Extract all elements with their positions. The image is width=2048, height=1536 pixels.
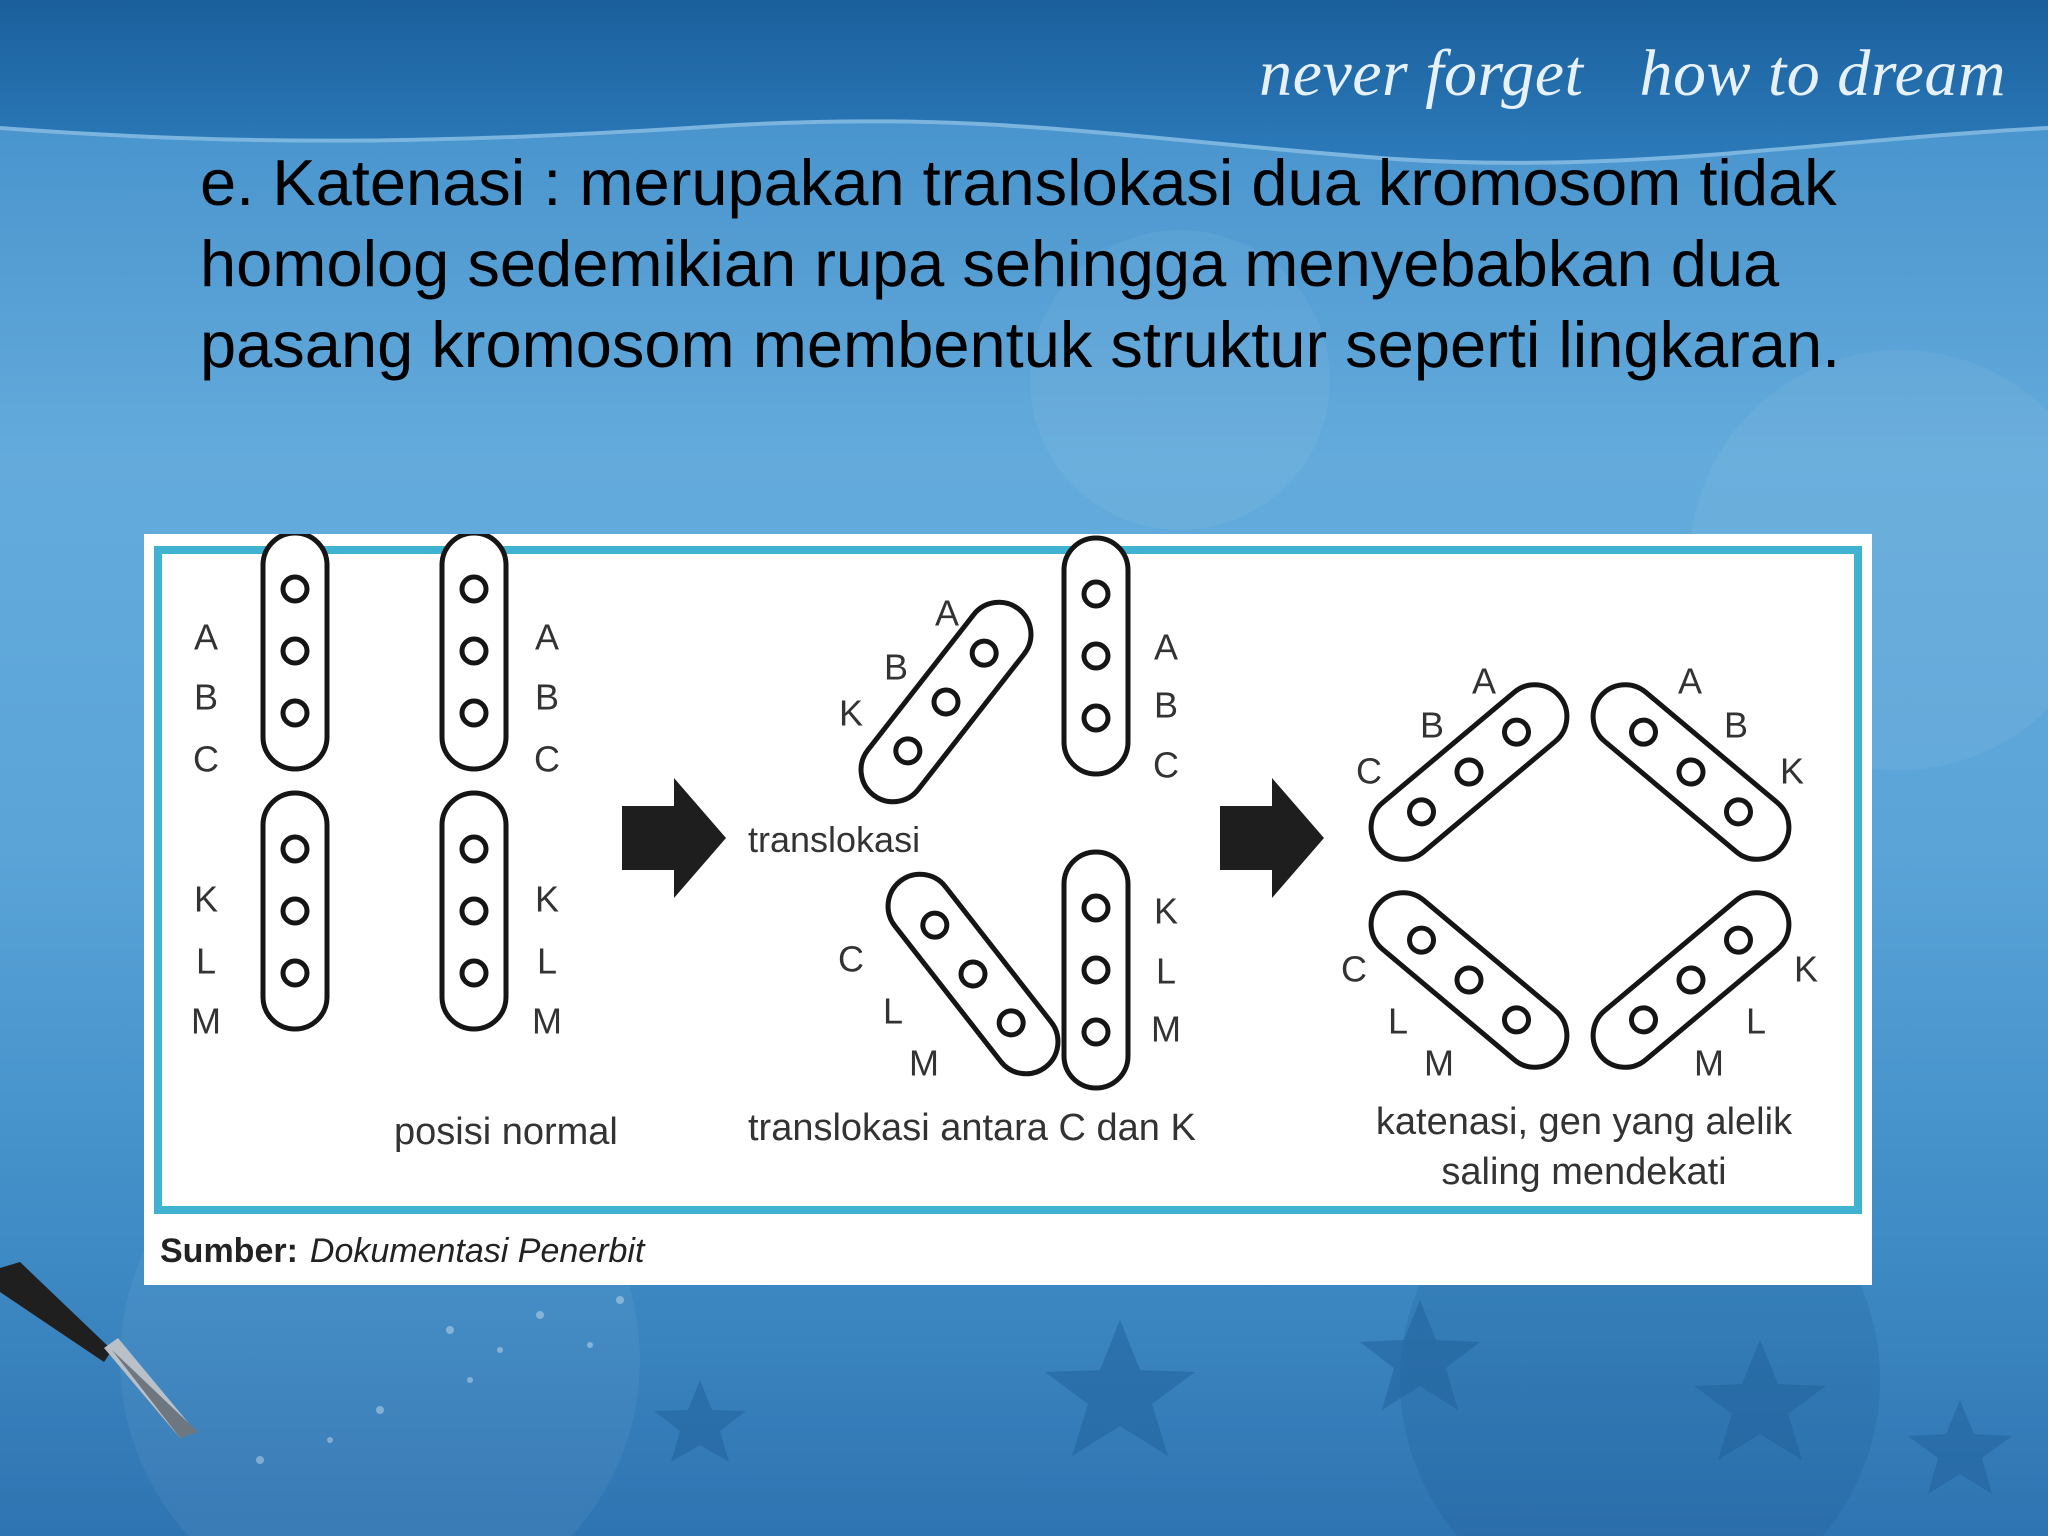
chromosome-n1 [263, 534, 327, 769]
gene-label: B [534, 676, 560, 718]
tagline-part1: never forget [1259, 37, 1584, 110]
gene-label: A [1471, 660, 1497, 702]
catenation-diagram [144, 534, 1872, 1285]
gene-label: A [1677, 660, 1703, 702]
gene-label: L [1387, 1000, 1409, 1042]
gene-label: M [1151, 1008, 1181, 1050]
panel-caption-normal: posisi normal [394, 1111, 618, 1153]
chromosome-c1 [1358, 672, 1580, 873]
gene-label: M [909, 1042, 939, 1084]
arrow-label-translocation: translokasi [748, 819, 921, 860]
gene-label: A [193, 616, 219, 658]
gene-label: L [536, 940, 558, 982]
chromosome-c4 [1580, 880, 1802, 1081]
gene-label: K [534, 878, 560, 920]
tagline-part2: how to dream [1639, 37, 2006, 110]
arrow-right-icon [622, 778, 726, 898]
slide-tagline [1259, 36, 2006, 112]
figure-source [160, 1232, 644, 1271]
gene-label: C [534, 738, 560, 780]
arrow-right-icon [1220, 778, 1324, 898]
chromosome-c3 [1358, 880, 1580, 1081]
catenation-figure [144, 534, 1872, 1285]
panel-caption-translocation: translokasi antara C dan K [748, 1107, 1196, 1149]
panel-caption-catenation-line2: saling mendekati [1441, 1151, 1727, 1193]
gene-label: B [1153, 684, 1179, 726]
gene-label: C [1356, 750, 1382, 792]
gene-label: A [1153, 626, 1179, 668]
gene-label: C [1341, 948, 1367, 990]
gene-label: M [1424, 1042, 1454, 1084]
chromosome-t3 [875, 861, 1071, 1086]
gene-label: C [193, 738, 219, 780]
gene-label: B [1723, 704, 1749, 746]
chromosome-t2 [1064, 538, 1128, 774]
gene-label: L [882, 990, 904, 1032]
gene-label: K [1153, 890, 1179, 932]
chromosome-t4 [1064, 852, 1128, 1088]
gene-label: K [838, 692, 864, 734]
chromosome-n2 [442, 534, 506, 769]
gene-label: K [193, 878, 219, 920]
gene-label: A [934, 592, 960, 634]
gene-label: L [195, 940, 217, 982]
gene-label: B [193, 676, 219, 718]
gene-label: K [1779, 750, 1805, 792]
source-label: Sumber: [160, 1232, 298, 1270]
chromosome-n4 [442, 793, 506, 1029]
panel-caption-catenation-line1: katenasi, gen yang alelik [1375, 1101, 1793, 1143]
gene-label: M [191, 1000, 221, 1042]
gene-label: A [534, 616, 560, 658]
gene-label: M [1694, 1042, 1724, 1084]
gene-label: C [1153, 744, 1179, 786]
chromosome-c2 [1580, 672, 1805, 873]
gene-label: L [1745, 1000, 1767, 1042]
chromosome-n3 [263, 793, 327, 1029]
gene-label: L [1155, 950, 1177, 992]
gene-label: M [532, 1000, 562, 1042]
slide-body-text: e. Katenasi : merupakan translokasi dua kromosom tidak homolog sedemikian rupa sehingga menyebabkan dua pasang kromosom membentuk struktur seperti lingkaran. [200, 146, 1841, 381]
gene-label: K [1793, 948, 1819, 990]
gene-label: B [883, 646, 909, 688]
gene-label: C [838, 938, 864, 980]
gene-label: B [1419, 704, 1445, 746]
source-value: Dokumentasi Penerbit [309, 1232, 645, 1270]
